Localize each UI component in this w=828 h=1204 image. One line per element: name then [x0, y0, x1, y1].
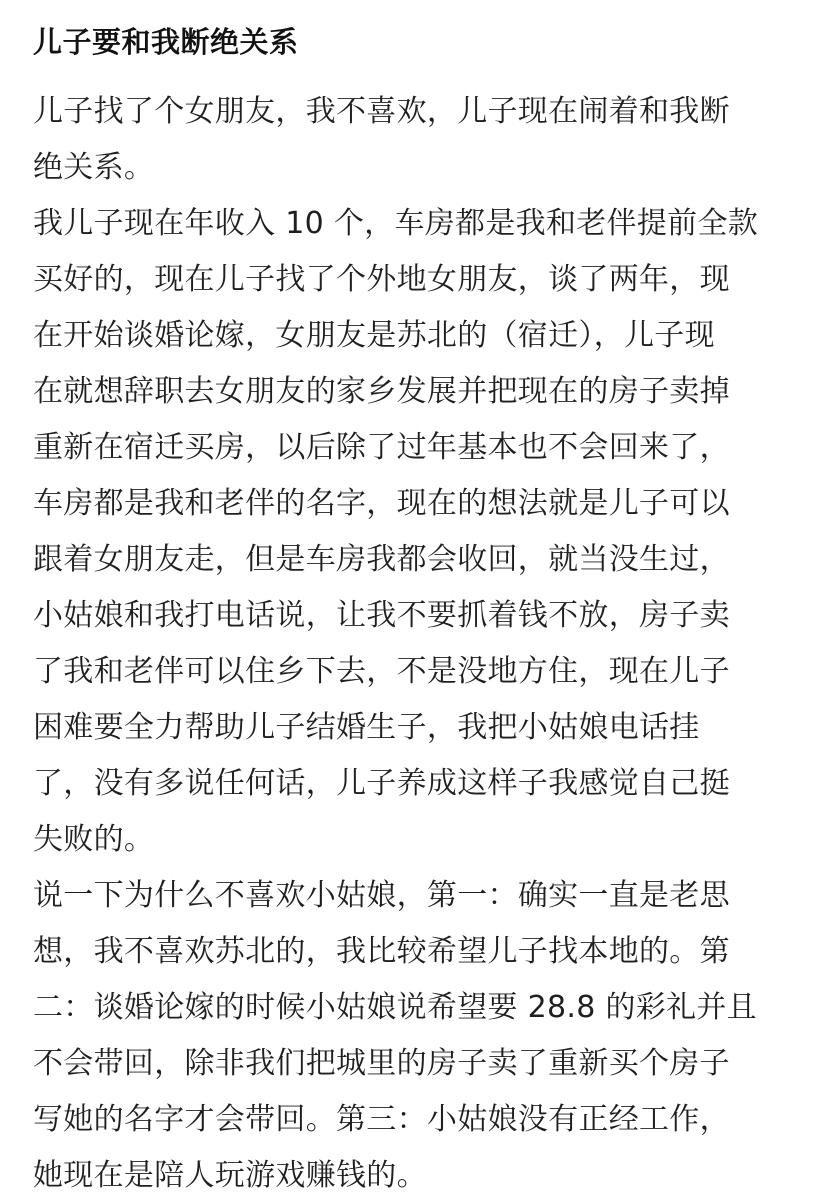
- post-body-line: 她现在是陪人玩游戏赚钱的。: [33, 1158, 427, 1193]
- post-body-line: 说一下为什么不喜欢小姑娘，第一：确实一直是老思: [33, 878, 730, 913]
- post-body: [33, 84, 799, 1204]
- post-body-line: 失败的。: [33, 822, 155, 857]
- post-body-line: 跟着女朋友走，但是车房我都会收回，就当没生过，: [33, 542, 730, 577]
- post-body-line: 了我和老伴可以住乡下去，不是没地方住，现在儿子: [33, 654, 730, 689]
- post: [33, 14, 799, 1204]
- post-body-line: 了，没有多说任何话，儿子养成这样子我感觉自己挺: [33, 766, 730, 801]
- post-body-line: 在就想辞职去女朋友的家乡发展并把现在的房子卖掉: [33, 374, 730, 409]
- post-body-line: 想，我不喜欢苏北的，我比较希望儿子找本地的。第: [33, 934, 730, 969]
- post-body-line: 绝关系。: [33, 150, 155, 185]
- post-body-line: 我儿子现在年收入 10 个，车房都是我和老伴提前全款: [33, 206, 759, 241]
- post-body-line: 重新在宿迁买房，以后除了过年基本也不会回来了，: [33, 430, 730, 465]
- post-body-line: 小姑娘和我打电话说，让我不要抓着钱不放，房子卖: [33, 598, 730, 633]
- post-body-line: 车房都是我和老伴的名字，现在的想法就是儿子可以: [33, 486, 730, 521]
- post-title: 儿子要和我断绝关系: [33, 25, 299, 59]
- post-body-line: 二：谈婚论嫁的时候小姑娘说希望要 28.8 的彩礼并且: [33, 990, 757, 1025]
- post-body-line: 儿子找了个女朋友，我不喜欢，儿子现在闹着和我断: [33, 94, 730, 129]
- post-body-line: 不会带回，除非我们把城里的房子卖了重新买个房子: [33, 1046, 730, 1081]
- post-body-line: 困难要全力帮助儿子结婚生子，我把小姑娘电话挂: [33, 710, 700, 745]
- post-body-line: 买好的，现在儿子找了个外地女朋友，谈了两年，现: [33, 262, 730, 297]
- post-body-line: 在开始谈婚论嫁，女朋友是苏北的（宿迁），儿子现: [33, 318, 715, 353]
- post-body-line: 写她的名字才会带回。第三：小姑娘没有正经工作，: [33, 1102, 730, 1137]
